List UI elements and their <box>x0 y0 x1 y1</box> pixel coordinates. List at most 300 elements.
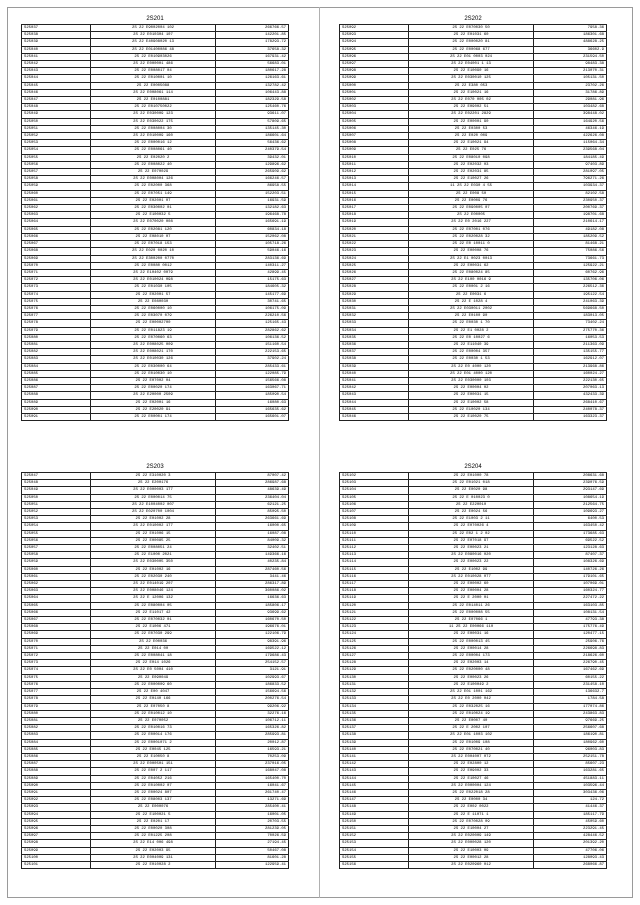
table-row <box>22 406 289 413</box>
row-amount: 60155.22 <box>534 674 607 681</box>
row-code: 2S 22 E00001 174 <box>91 413 216 420</box>
row-amount: 256607.68 <box>534 725 607 732</box>
row-amount: 93699.62 <box>216 609 289 616</box>
table-row <box>340 573 607 580</box>
row-id: S25123 <box>340 624 409 631</box>
row-code: 2S 22 E1004002 007 <box>91 501 216 508</box>
row-id: S25079 <box>22 703 91 710</box>
table-row <box>340 861 607 868</box>
table-row <box>22 811 289 818</box>
table-row <box>22 370 289 377</box>
row-id: S25093 <box>340 32 409 39</box>
row-amount: 47793.38 <box>534 617 607 624</box>
row-code: 2S 22 E10004 27 <box>409 825 534 832</box>
table-row <box>22 631 289 638</box>
row-amount: 37902.24 <box>216 356 289 363</box>
page-heading: 2S201 <box>146 16 164 22</box>
table-row <box>22 840 289 847</box>
row-code: 2S 22 E07050 8 <box>91 703 216 710</box>
row-id: S25051 <box>22 501 91 508</box>
row-id: S25107 <box>340 509 409 516</box>
table-row <box>340 847 607 854</box>
row-id: S25132 <box>340 689 409 696</box>
row-code: 2S 22 E0001071 2 <box>91 739 216 746</box>
row-amount: 106443.88 <box>216 89 289 96</box>
table-row <box>22 205 289 212</box>
table-row <box>340 226 607 233</box>
row-code: 2S 22 E00005 <box>409 212 534 219</box>
row-amount: 152203.51 <box>216 190 289 197</box>
table-row <box>22 545 289 552</box>
table-row <box>22 854 289 861</box>
row-code: 2S 22 E0001 2 16 <box>409 284 534 291</box>
column-divider <box>319 7 320 898</box>
row-amount: 186190.81 <box>534 732 607 739</box>
row-amount: 152062.08 <box>216 233 289 240</box>
row-id: S25009 <box>340 147 409 154</box>
table-row <box>340 125 607 132</box>
row-code: 2S 22 E070030 50 <box>409 25 534 32</box>
row-code: 2S 22 E02 1 2 02 <box>409 530 534 537</box>
row-amount: 163103.85 <box>534 602 607 609</box>
row-code: 2S 22 E10020 75 <box>409 413 534 420</box>
table-row <box>340 219 607 226</box>
table-row <box>22 573 289 580</box>
table-row <box>22 473 289 480</box>
row-id: S25104 <box>340 487 409 494</box>
table-row <box>340 487 607 494</box>
row-id: S25093 <box>22 804 91 811</box>
row-amount: 165635.62 <box>216 406 289 413</box>
row-amount: 182329.58 <box>216 97 289 104</box>
table-row <box>340 854 607 861</box>
row-amount: 31786.89 <box>534 89 607 96</box>
table-row <box>22 349 289 356</box>
row-id: S25087 <box>22 761 91 768</box>
table-row <box>340 797 607 804</box>
row-code: 2S 22 E00001 90 <box>409 118 534 125</box>
table-row <box>340 118 607 125</box>
row-id: S25069 <box>22 255 91 262</box>
table-row <box>22 341 289 348</box>
row-amount: 73661.73 <box>534 255 607 262</box>
row-code: 2S 22 E1003 2 11 <box>409 516 534 523</box>
row-code: 2S 22 E000013 45 <box>409 638 534 645</box>
row-code: 2S 22 E0300 53 <box>409 125 534 132</box>
table-row <box>22 226 289 233</box>
row-id: S25065 <box>22 602 91 609</box>
table-row <box>22 638 289 645</box>
row-code: 2S 22 E080016 020 <box>409 552 534 559</box>
row-amount: 109693.27 <box>534 509 607 516</box>
row-id: S25058 <box>22 176 91 183</box>
row-id: S25006 <box>340 125 409 132</box>
row-code: 2S 22 E100021 5 <box>91 811 216 818</box>
table-row <box>22 233 289 240</box>
row-code: 2S 22 E02003 14 <box>409 660 534 667</box>
row-code: 2S 22 E02030 240 <box>91 573 216 580</box>
row-id: S25074 <box>22 291 91 298</box>
row-id: S25120 <box>340 602 409 609</box>
row-code: 2S 22 E008061 114 <box>91 89 216 96</box>
row-amount: 16931.59 <box>216 197 289 204</box>
row-amount: 428446.52 <box>534 833 607 840</box>
row-id: S25089 <box>22 399 91 406</box>
row-amount: 16087.08 <box>216 530 289 537</box>
row-id: S25156 <box>340 861 409 868</box>
row-amount: 145177.69 <box>216 291 289 298</box>
row-id: S25038 <box>340 356 409 363</box>
page-heading: 2S202 <box>464 16 482 22</box>
row-amount: 135706.06 <box>534 277 607 284</box>
row-code: 2S 22 E100049 2 <box>409 681 534 688</box>
row-id: S25048 <box>22 104 91 111</box>
row-id: S25064 <box>22 595 91 602</box>
row-code: 2S 22 E002 0022 <box>409 804 534 811</box>
row-code: 2S 22 E00008 76 <box>409 248 534 255</box>
row-amount: 108654.19 <box>534 494 607 501</box>
row-amount: 286987.68 <box>216 480 289 487</box>
table-row <box>22 334 289 341</box>
row-amount: 98483.38 <box>534 61 607 68</box>
table-row <box>22 624 289 631</box>
table-row <box>22 320 289 327</box>
row-code: 2S 22 E032025 16 <box>409 703 534 710</box>
row-amount: 122959.41 <box>216 861 289 868</box>
table-row <box>340 501 607 508</box>
row-amount: 42899.45 <box>216 269 289 276</box>
row-code: 2S 22 E010030 126 <box>91 356 216 363</box>
row-id: S25118 <box>340 588 409 595</box>
row-code: 2S 22 E030010 125 <box>409 75 534 82</box>
row-amount: 180962.60 <box>534 739 607 746</box>
row-amount: 164920.56 <box>534 118 607 125</box>
table-row <box>22 39 289 46</box>
row-amount: 122085.79 <box>216 370 289 377</box>
row-id: S25027 <box>340 277 409 284</box>
row-amount: 165400.70 <box>216 775 289 782</box>
row-code: 2S 22 E010002 177 <box>91 523 216 530</box>
table-row <box>340 169 607 176</box>
row-amount: 87407.37 <box>534 552 607 559</box>
row-code: 2S 22 E20020 91 <box>91 406 216 413</box>
table-row <box>22 602 289 609</box>
row-id: S25030 <box>340 298 409 305</box>
row-code: 2S 22 E00031 15 <box>409 392 534 399</box>
row-id: S25082 <box>22 725 91 732</box>
table-row <box>22 696 289 703</box>
row-id: S25076 <box>22 681 91 688</box>
row-id: S25047 <box>22 97 91 104</box>
data-table <box>21 472 289 869</box>
row-amount: 128093.43 <box>534 854 607 861</box>
table-row <box>22 97 289 104</box>
row-code: 2S 22 E00004 02 <box>409 385 534 392</box>
row-amount: 160324.77 <box>534 588 607 595</box>
row-id: S25136 <box>340 717 409 724</box>
row-amount: 268410.67 <box>534 399 607 406</box>
row-amount: 226512.36 <box>534 284 607 291</box>
row-amount: 37658.32 <box>216 46 289 53</box>
row-id: S25153 <box>340 840 409 847</box>
row-amount: 49182.08 <box>534 226 607 233</box>
row-id: S25050 <box>22 118 91 125</box>
row-id: S25088 <box>22 768 91 775</box>
row-id: S25060 <box>22 190 91 197</box>
row-code: 2S 22 E022018 28 <box>409 789 534 796</box>
row-id: S25148 <box>340 804 409 811</box>
row-id: S25080 <box>22 334 91 341</box>
table-row <box>22 377 289 384</box>
row-code: 2S 22 E01002 16 <box>91 566 216 573</box>
table-row <box>22 552 289 559</box>
table-row <box>340 363 607 370</box>
row-code: 2S 22 E070 005 02 <box>409 97 534 104</box>
row-id: S25105 <box>340 494 409 501</box>
row-id: S25052 <box>22 509 91 516</box>
row-amount: 213968.86 <box>534 363 607 370</box>
row-code: 2S 22 E0031 6 <box>409 291 534 298</box>
row-amount: 20012.87 <box>216 739 289 746</box>
row-amount: 169522.12 <box>216 645 289 652</box>
row-id: S25124 <box>340 631 409 638</box>
row-code: 2S 22 E008004 126 <box>91 176 216 183</box>
row-amount: 223291.45 <box>534 825 607 832</box>
row-amount: 124.72 <box>534 797 607 804</box>
row-amount: 36602.9 <box>534 46 607 53</box>
row-id: S25043 <box>340 392 409 399</box>
row-amount: 179101.65 <box>534 573 607 580</box>
row-code: 2S 22 E070020 008 <box>91 219 216 226</box>
row-code: 2S 22 E010009 160 <box>91 133 216 140</box>
table-row <box>340 406 607 413</box>
row-id: S25146 <box>340 789 409 796</box>
row-amount: 29081.96 <box>534 97 607 104</box>
row-code: 2S 22 E 010023 0 <box>409 494 534 501</box>
row-id: S25025 <box>340 262 409 269</box>
row-code: 2S 22 E01021 018 <box>409 480 534 487</box>
row-code: 2S 22 E00004 28 <box>409 588 534 595</box>
row-amount: 222130.65 <box>534 377 607 384</box>
row-amount: 41446.37 <box>534 804 607 811</box>
row-code: 2S 22 E010750022 <box>91 104 216 111</box>
row-amount: 184605.32 <box>216 284 289 291</box>
row-id: S25101 <box>22 861 91 868</box>
row-code: 2S 22 E010028 077 <box>409 573 534 580</box>
table-row <box>340 298 607 305</box>
table-row <box>340 161 607 168</box>
row-id: S25117 <box>340 581 409 588</box>
row-id: S25018 <box>340 212 409 219</box>
row-id: S25014 <box>340 183 409 190</box>
row-amount: 140726.26 <box>534 566 607 573</box>
row-id: S25042 <box>22 61 91 68</box>
row-amount: 151160.54 <box>216 341 289 348</box>
row-code: 2S 22 E08010 098 <box>409 154 534 161</box>
table-row <box>340 530 607 537</box>
row-code: 2S 22 E01 4000 120 <box>409 370 534 377</box>
row-id: S25076 <box>22 305 91 312</box>
table-row <box>340 89 607 96</box>
row-code: 2S 22 E030000 103 <box>409 377 534 384</box>
row-amount: 183013.05 <box>534 313 607 320</box>
row-code: 2S 22 E00031 62 <box>409 262 534 269</box>
row-id: S25032 <box>340 313 409 320</box>
table-row <box>22 241 289 248</box>
row-code: 2S 22 E02081 120 <box>91 226 216 233</box>
table-row <box>340 277 607 284</box>
row-amount: 13271.69 <box>216 797 289 804</box>
row-amount: 81601.28 <box>216 854 289 861</box>
table-row <box>22 118 289 125</box>
row-code: 2S 22 E000008 55 <box>409 609 534 616</box>
row-code: 2S 22 E0009 76 <box>409 197 534 204</box>
row-amount: 123128.63 <box>534 545 607 552</box>
row-id: S25083 <box>22 356 91 363</box>
row-amount: 796271.26 <box>534 176 607 183</box>
row-code: 2S 22 E11040 39 <box>409 341 534 348</box>
page-2S204 <box>339 463 607 869</box>
row-code: 2S 22 E080030 <box>91 298 216 305</box>
table-row <box>22 804 289 811</box>
row-id: S25079 <box>22 327 91 334</box>
row-amount: 25906.76 <box>534 638 607 645</box>
row-code: 2S 22 E070052 <box>91 717 216 724</box>
row-amount: 212564.75 <box>534 501 607 508</box>
table-row <box>340 241 607 248</box>
row-amount: 265909.62 <box>216 169 289 176</box>
table-row <box>22 61 289 68</box>
table-row <box>340 789 607 796</box>
row-amount: 239568.04 <box>534 147 607 154</box>
row-code: 2S 22 E02003 95 <box>91 847 216 854</box>
table-row <box>340 377 607 384</box>
row-id: S25098 <box>22 840 91 847</box>
table-row <box>22 399 289 406</box>
table-row <box>340 291 607 298</box>
row-amount: 422626.08 <box>534 133 607 140</box>
row-amount: 73402.24 <box>534 320 607 327</box>
table-row <box>340 631 607 638</box>
row-amount: 178293.72 <box>216 39 289 46</box>
table-row <box>22 667 289 674</box>
row-amount: 281239.05 <box>216 825 289 832</box>
row-id: S25017 <box>340 205 409 212</box>
row-amount: 7958.36 <box>534 25 607 32</box>
table-row <box>22 559 289 566</box>
row-amount: 105131.50 <box>534 75 607 82</box>
row-code: 2S 22 E310020 3 <box>91 473 216 480</box>
table-row <box>22 133 289 140</box>
row-code: 2S 22 E0100881 <box>91 97 216 104</box>
row-amount: 136632.7 <box>534 689 607 696</box>
row-id: S25002 <box>340 97 409 104</box>
row-id: S25152 <box>340 833 409 840</box>
row-amount: 186301.68 <box>534 32 607 39</box>
row-amount: 168047.08 <box>216 768 289 775</box>
table-row <box>22 645 289 652</box>
row-amount: 45059.60 <box>534 818 607 825</box>
row-amount: 3441.46 <box>216 573 289 580</box>
row-id: S25010 <box>340 154 409 161</box>
row-id: S25122 <box>340 617 409 624</box>
row-id: S25155 <box>340 854 409 861</box>
row-id: S25119 <box>340 595 409 602</box>
data-table <box>21 24 289 421</box>
row-code: 2S 22 E000016 12 <box>91 140 216 147</box>
table-row <box>22 25 289 32</box>
row-amount: 285993.81 <box>216 732 289 739</box>
row-amount: 106175.09 <box>216 305 289 312</box>
row-code: 2S 22 E0000 34 <box>409 797 534 804</box>
row-code: 2S 22 E04001 1 13 <box>409 61 534 68</box>
table-row <box>340 768 607 775</box>
table-row <box>340 255 607 262</box>
table-row <box>340 588 607 595</box>
row-id: S25095 <box>340 46 409 53</box>
row-code: 2S 22 E 12006 132 <box>91 595 216 602</box>
table-row <box>340 32 607 39</box>
row-code: 2S 22 E10090 16 <box>409 68 534 75</box>
table-row <box>22 480 289 487</box>
table-row <box>340 566 607 573</box>
table-row <box>340 825 607 832</box>
row-amount: 179686.43 <box>216 653 289 660</box>
row-code: 2S 22 E00023 26 <box>409 674 534 681</box>
row-amount: 185209.52 <box>534 233 607 240</box>
row-amount: 210614.17 <box>534 219 607 226</box>
row-amount: 196676.01 <box>216 624 289 631</box>
row-id: S25143 <box>340 768 409 775</box>
row-id: S25054 <box>22 147 91 154</box>
row-id: S25058 <box>22 552 91 559</box>
row-id: S25121 <box>340 609 409 616</box>
row-amount: 47706.06 <box>534 847 607 854</box>
row-amount: 85095.50 <box>216 509 289 516</box>
table-row <box>340 559 607 566</box>
row-amount: 226210.56 <box>216 313 289 320</box>
row-amount: 75086.56 <box>534 248 607 255</box>
data-table <box>339 472 607 869</box>
row-amount: 132782.42 <box>216 82 289 89</box>
row-amount: 166246.57 <box>216 176 289 183</box>
row-id: S25075 <box>22 674 91 681</box>
table-row <box>340 494 607 501</box>
table-row <box>340 645 607 652</box>
table-row <box>22 161 289 168</box>
row-id: S25095 <box>22 818 91 825</box>
row-code: 2S 22 E070060 63 <box>91 334 216 341</box>
row-code: 2S 22 E008061 40 <box>91 147 216 154</box>
row-code: 11 2S 22 E00066 110 <box>409 624 534 631</box>
row-id: S25080 <box>22 710 91 717</box>
row-id: S25052 <box>22 133 91 140</box>
row-code: 2S 22 E07018 97 <box>409 537 534 544</box>
table-row <box>340 154 607 161</box>
table-row <box>340 523 607 530</box>
table-row <box>340 811 607 818</box>
table-row <box>22 674 289 681</box>
table-row <box>340 97 607 104</box>
row-id: S25141 <box>340 753 409 760</box>
row-id: S25097 <box>340 61 409 68</box>
row-amount: 186833.52 <box>216 681 289 688</box>
row-id: S25059 <box>22 183 91 190</box>
row-id: S25041 <box>340 377 409 384</box>
row-code: 2S 22 E00014 28 <box>409 645 534 652</box>
row-amount: 165601.07 <box>216 413 289 420</box>
row-amount: 173685.63 <box>534 530 607 537</box>
